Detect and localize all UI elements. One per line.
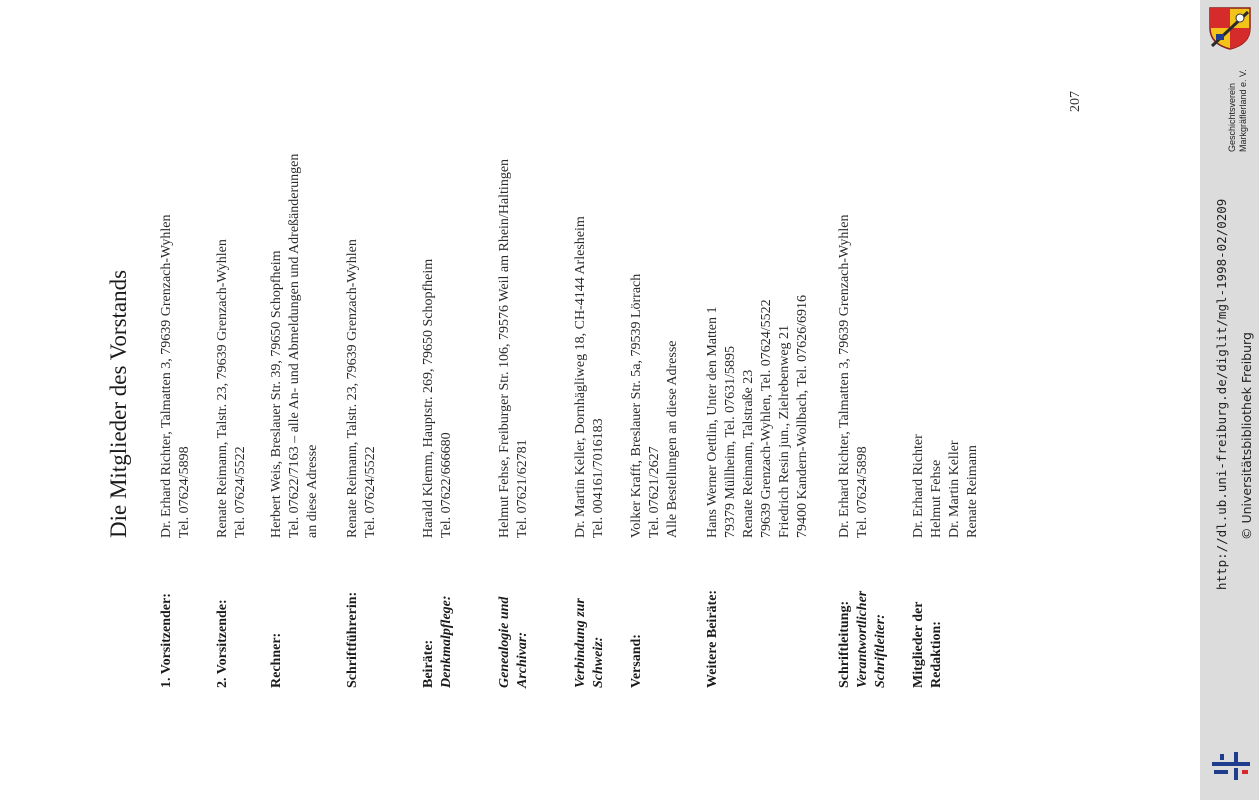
- entry-details: [496, 159, 532, 538]
- entry-detail-line: Volker Krafft, Breslauer Str. 5a, 79539 Lörrach: [629, 273, 644, 538]
- entry-details: [268, 154, 322, 538]
- entry-details: [704, 295, 812, 538]
- entry-label: [910, 602, 946, 688]
- entry-detail-line: Dr. Erhard Richter, Talmatten 3, 79639 Grenzach-Wyhlen: [837, 214, 852, 538]
- entry-detail-line: Tel. 07624/5898: [177, 446, 192, 538]
- entry-detail-line: Tel. 07622/7163 – alle An- und Abmeldungen und Adreßänderungen: [287, 153, 302, 538]
- entry-detail-line: Helmut Fehse: [929, 459, 944, 538]
- entry-detail-line: Tel. 07624/5898: [855, 446, 870, 538]
- entry-detail-line: Renate Reimann, Talstraße 23: [741, 369, 756, 538]
- entry-label-line: Verantwortlicher: [855, 590, 870, 688]
- entry-detail-line: 79379 Müllheim, Tel. 07631/5895: [723, 345, 738, 538]
- copyright-notice: © Universitätsbibliothek Freiburg: [1239, 332, 1254, 540]
- entry-label-line: Weitere Beiräte:: [705, 589, 720, 688]
- entry-label-line: Mitglieder der: [911, 601, 926, 688]
- entry-label-line: Schriftführerin:: [345, 591, 360, 688]
- entry-label-line: Schriftleitung:: [837, 600, 852, 688]
- entry-label-line: Verbindung zur: [573, 598, 588, 688]
- entry-label-line: Genealogie und: [497, 596, 512, 688]
- entry-detail-line: Tel. 07622/666680: [439, 432, 454, 538]
- entry-label-line: Schriftleiter:: [873, 614, 888, 688]
- entry-details: [572, 216, 608, 538]
- entry-label-line: 2. Vorsitzende:: [215, 599, 230, 688]
- entry-detail-line: Renate Reimann, Talstr. 23, 79639 Grenzach-Wyhlen: [215, 239, 230, 538]
- entry-label-line: Denkmalpflege:: [439, 595, 454, 688]
- entry-label: [268, 633, 286, 688]
- entry-details: [628, 274, 682, 538]
- entry-details: [344, 239, 380, 538]
- society-name: [1227, 69, 1249, 152]
- entry-label-line: Beiräte:: [421, 639, 436, 688]
- entry-label: [158, 593, 176, 688]
- entry-label: [420, 595, 456, 688]
- entry-detail-line: Alle Bestellungen an diese Adresse: [665, 340, 680, 538]
- entry-label: [836, 591, 890, 688]
- entry-details: [158, 214, 194, 538]
- entry-detail-line: Harald Klemm, Hauptstr. 269, 79650 Schopfheim: [421, 258, 436, 538]
- entry-detail-line: Dr. Erhard Richter: [911, 434, 926, 538]
- entry-detail-line: Hans Werner Oettlin, Unter den Matten 1: [705, 306, 720, 538]
- entry-label-line: Versand:: [629, 634, 644, 688]
- society-name-line: Geschichtsverein: [1227, 82, 1237, 152]
- entry-label-line: Redaktion:: [929, 621, 944, 688]
- entry-detail-line: Renate Reimann: [965, 445, 980, 538]
- entry-details: [214, 239, 250, 538]
- entry-detail-line: Helmut Fehse, Freiburger Str. 106, 79576 Weil am Rhein/Haltingen: [497, 158, 512, 538]
- source-url[interactable]: http://dl.ub.uni-freiburg.de/diglit/mgl-1998-02/0209: [1214, 198, 1229, 590]
- entry-label-line: Archivar:: [515, 632, 530, 688]
- entry-detail-line: Tel. 07621/62781: [515, 439, 530, 538]
- entry-detail-line: Tel. 07624/5522: [233, 446, 248, 538]
- university-library-logo-icon: [1210, 748, 1252, 784]
- entry-details: [836, 214, 872, 538]
- entry-detail-line: Tel. 07621/2627: [647, 446, 662, 538]
- entry-label: [628, 634, 646, 688]
- entry-detail-line: Renate Reimann, Talstr. 23, 79639 Grenzach-Wyhlen: [345, 239, 360, 538]
- entry-detail-line: Herbert Weis, Breslauer Str. 39, 79650 Schopfheim: [269, 250, 284, 538]
- entry-detail-line: Friedrich Resin jun., Zielrebenweg 21: [777, 324, 792, 538]
- page-title: Die Mitglieder des Vorstands: [106, 269, 131, 538]
- entry-label-line: 1. Vorsitzender:: [159, 593, 174, 688]
- entry-detail-line: an diese Adresse: [305, 444, 320, 538]
- entry-detail-line: Dr. Martin Keller: [947, 440, 962, 538]
- entry-label: [214, 599, 232, 688]
- entry-detail-line: 79400 Kandern-Wollbach, Tel. 07626/6916: [795, 295, 810, 538]
- entry-label: [344, 592, 362, 688]
- entry-detail-line: Dr. Martin Keller, Dornhägliweg 18, CH-4144 Arlesheim: [573, 216, 588, 538]
- coat-of-arms-icon: [1206, 6, 1254, 50]
- entry-label: [704, 590, 722, 688]
- entry-detail-line: 79639 Grenzach-Wyhlen, Tel. 07624/5522: [759, 299, 774, 538]
- entry-label: [572, 598, 608, 688]
- society-name-line: Markgräflerland e. V.: [1238, 69, 1248, 152]
- entry-label: [496, 597, 532, 688]
- page-number: 207: [1068, 91, 1083, 112]
- entry-detail-line: Dr. Erhard Richter, Talmatten 3, 79639 Grenzach-Wyhlen: [159, 214, 174, 538]
- entry-details: [420, 259, 456, 538]
- entry-detail-line: Tel. 07624/5522: [363, 446, 378, 538]
- entry-detail-line: Tel. 004161/7016183: [591, 418, 606, 538]
- entry-details: [910, 434, 982, 538]
- entry-label-line: Schweiz:: [591, 636, 606, 688]
- entry-label-line: Rechner:: [269, 632, 284, 688]
